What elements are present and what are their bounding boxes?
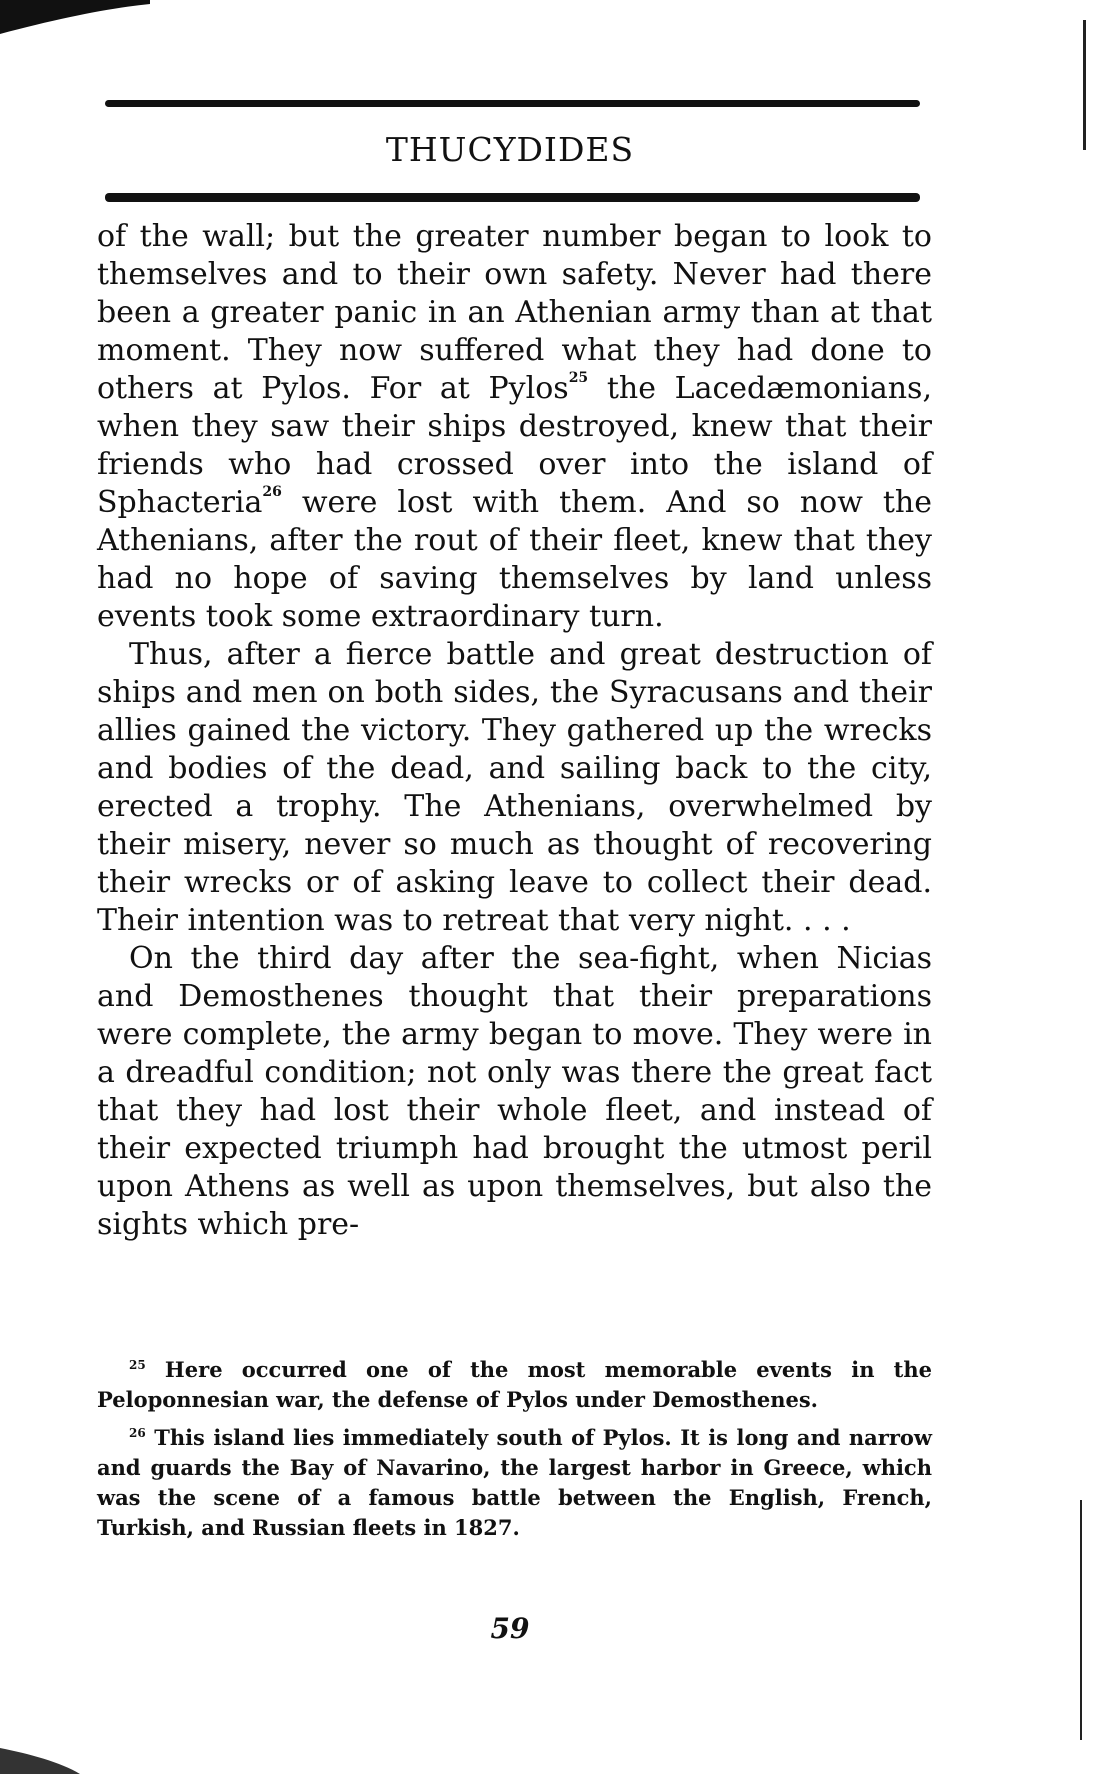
running-head: THUCYDIDES: [385, 130, 635, 169]
footnote-text: Here occurred one of the most memorable events in the Peloponnesian war, the defense of Pylos under Demosthenes.: [97, 1357, 933, 1412]
page-number: 59: [490, 1612, 530, 1645]
footnotes: [97, 1355, 932, 1551]
footnote-text: This island lies immediately south of Pylos. It is long and narrow and guards the Bay of Navarino, the largest harbor in Greece, which was the scene of a famous battle between the English, French, Turkish, and Russian fleets in 1827.: [97, 1425, 932, 1540]
scan-edge-line: [1080, 1500, 1082, 1740]
header-rule-bottom: [105, 193, 920, 202]
scan-corner-mark: [0, 0, 150, 40]
scan-edge-line: [1083, 20, 1086, 150]
body-text: [97, 218, 932, 1244]
header-rule-top: [105, 100, 920, 107]
paragraph: On the third day after the sea-fight, when Nicias and Demosthenes thought that their preparations were complete, the army began to move. They were in a dreadful condition; not only was there the great fact that they had lost their whole fleet, and instead of their expected triumph had brought the utmost peril upon Athens as well as upon themselves, but also the sights which pre-: [97, 941, 932, 1242]
footnote-ref: 26: [262, 484, 282, 500]
scan-corner-mark: [0, 1740, 80, 1778]
paragraph: Thus, after a fierce battle and great destruction of ships and men on both sides, the Syracusans and their allies gained the victory. They gathered up the wrecks and bodies of the dead, and sailing back to the city, erected a trophy. The Athenians, overwhelmed by their misery, never so much as thought of recovering their wrecks or of asking leave to collect their dead. Their intention was to retreat that very night. . . .: [97, 637, 932, 938]
footnote-ref: 25: [568, 370, 589, 386]
footnote-marker: 26: [129, 1426, 146, 1440]
footnote: [97, 1423, 932, 1543]
paragraph: of the wall; but the greater number began to look to themselves and to their own safety. Never had there been a greater panic in an Athenian army than at that moment. They now suffered what they had done to others at Pylos. For at Pylos$^{25}$ the Lacedæmonians, when they saw their ships destroyed, knew that their friends who had crossed over into the island of Sphacteria$^{26}$ were lost with them. And so now the Athenians, after the rout of their fleet, knew that they had no hope of saving themselves by land unless events took some extraordinary turn.: [97, 219, 932, 634]
footnote-marker: 25: [129, 1358, 146, 1372]
footnote: [97, 1355, 932, 1415]
